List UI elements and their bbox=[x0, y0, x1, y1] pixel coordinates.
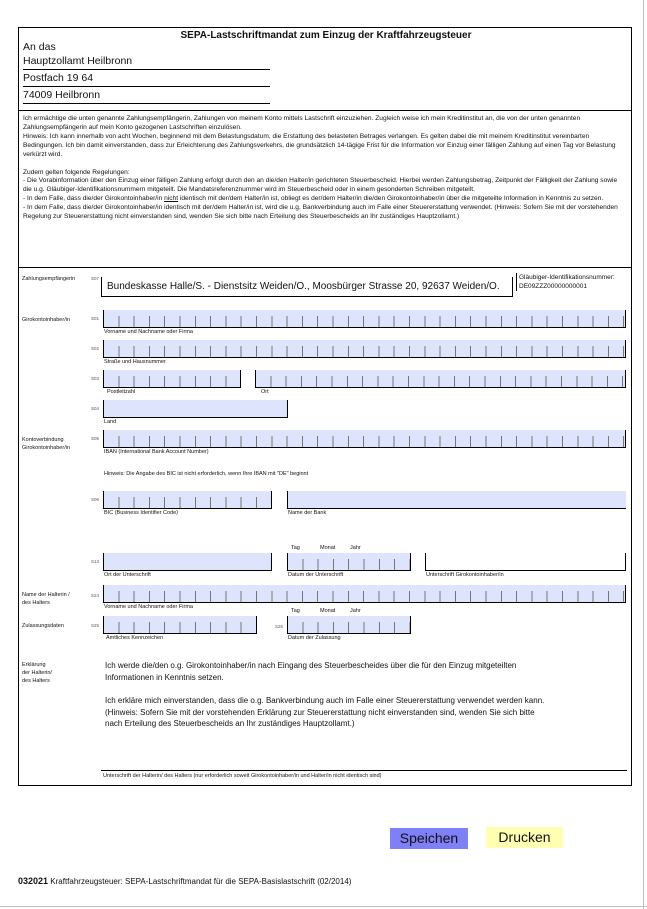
postal-code-caption: Postleitzahl bbox=[107, 389, 136, 395]
license-plate-input[interactable] bbox=[103, 616, 257, 634]
bank-account-label-line: Kontoverbindung bbox=[22, 437, 64, 443]
mandate-text bbox=[23, 115, 627, 222]
bank-account-label-line: Girokontoinhaber/in bbox=[22, 445, 71, 451]
char-boxes bbox=[104, 316, 625, 327]
section-divider bbox=[19, 110, 631, 111]
address-rule bbox=[23, 103, 270, 104]
field-code-s01: S01 bbox=[91, 316, 100, 321]
payee-value: Bundeskasse Halle/S. - Dienstsitz Weiden/O., Moosbürger Strasse 20, 92637 Weiden/O. bbox=[107, 281, 500, 292]
print-button[interactable]: Drucken bbox=[486, 827, 563, 848]
payee-label: Zahlungsempfängerin bbox=[22, 276, 76, 282]
country-input[interactable] bbox=[103, 400, 288, 418]
field-code-s24: S24 bbox=[91, 593, 100, 598]
iban-caption: IBAN (International Bank Account Number) bbox=[104, 449, 209, 455]
holder-signature-caption: Unterschrift der Halterin/ des Halters (nur erforderlich soweit Girokontoinhaber/in und Halter/in nicht identisch sind) bbox=[103, 773, 382, 779]
field-code-s02: S02 bbox=[91, 346, 100, 351]
account-holder-signature-caption: Unterschrift Girokontoinhaber/in bbox=[426, 572, 504, 578]
rule-2-text: - In dem Falle, dass die/der Girokontoinhaber/in bbox=[23, 195, 165, 203]
year-label: Jahr bbox=[350, 545, 361, 551]
declaration-label bbox=[22, 661, 52, 685]
street-input[interactable] bbox=[103, 340, 626, 358]
rule-3: - In dem Falle, dass die/der Girokontoinhaber/in identisch mit der/dem Halter/in ist, wird die u.g. Bankverbindung auch im Falle einer Steuererstattung verwendet. (Hinweis: Sofern Sie mit der vorstehenden Regelung zur Steuererstattung nicht einverstanden sind, wenden Sie sich bitte nach Erteilung des Steuerbescheids an Ihr zuständiges Hauptzollamt.) bbox=[23, 204, 618, 221]
account-holder-label: Girokontoinhaber/in bbox=[22, 317, 71, 323]
section-divider bbox=[19, 267, 631, 268]
rule-2 bbox=[23, 195, 627, 204]
field-code-s07: S07 bbox=[91, 276, 100, 281]
declaration-label-line: der Halterin/ bbox=[22, 670, 52, 676]
holder-signature-line[interactable] bbox=[101, 770, 627, 771]
char-boxes bbox=[288, 559, 410, 570]
creditor-id-label: Gläubiger-Identifikationsnummer: bbox=[519, 274, 615, 281]
vehicle-holder-label bbox=[22, 591, 70, 607]
address-line-4: 74009 Heilbronn bbox=[23, 89, 101, 101]
postal-code-input[interactable] bbox=[103, 370, 241, 388]
form-number: 032021 bbox=[18, 876, 49, 886]
window-edge bbox=[643, 0, 644, 909]
signature-place-caption: Ort der Unterschrift bbox=[104, 572, 151, 578]
form-description: Kraftfahrzeugsteuer: SEPA-Lastschriftmandat für die SEPA-Basislastschrift (02/2014) bbox=[48, 877, 352, 886]
signature-date-caption: Datum der Unterschrift bbox=[288, 572, 344, 578]
bank-name-caption: Name der Bank bbox=[288, 510, 327, 516]
char-boxes bbox=[288, 622, 410, 633]
bic-input[interactable] bbox=[103, 491, 272, 509]
registration-date-input[interactable] bbox=[287, 616, 411, 634]
field-code-s25: S25 bbox=[91, 623, 100, 628]
form-footer bbox=[18, 876, 351, 886]
mandate-hint: Hinweis: Ich kann innerhalb von acht Wochen, beginnend mit dem Belastungsdatum, die Erstattung des belasteten Betrages verlangen. Es gelten dabei die mit meinem Kreditinstitut vereinbarten Bedingungen. Ich bin damit einverstanden, dass zur Erleichterung des Zahlungsverkehrs, die grundsätzlich 14-tägige Frist für die Information vor Einzug einer fälligen Zahlung auf einen Tag vor Belastung verkürzt wird. bbox=[23, 132, 616, 158]
save-button[interactable]: Speichen bbox=[390, 828, 468, 849]
rule-2-text: identisch mit der/dem Halter/in ist, obliegt es der/dem Halter/in die/den Girokontoinhaber/in über die mitgeteilte Information in Kenntnis zu setzen. bbox=[178, 195, 604, 203]
declaration-label-line: des Halters bbox=[22, 678, 50, 684]
payee-field bbox=[101, 277, 513, 297]
bic-hint: Hinweis: Die Angabe des BIC ist nicht erforderlich, wenn Ihre IBAN mit "DE" beginnt bbox=[104, 471, 309, 477]
creditor-id-value: DE09ZZZ00000000001 bbox=[519, 283, 587, 290]
window-edge bbox=[0, 906, 647, 907]
month-label: Monat bbox=[320, 545, 336, 551]
city-input[interactable] bbox=[255, 370, 626, 388]
country-caption: Land bbox=[104, 419, 117, 425]
year-label: Jahr bbox=[350, 608, 361, 614]
account-holder-name-caption: Vorname und Nachname oder Firma bbox=[104, 329, 193, 335]
rule-1: - Die Vorabinformation über den Einzug einer fälligen Zahlung erfolgt durch den an die/den Halter/in gerichteten Steuerbescheid. Hierbei werden Zahlungsbetrag, Zeitpunkt der Fälligkeit der Zahlung sowie die u.g. Gläubiger-Identifikationsnummern mitgeteilt. Die Mandatsreferenznummer wird im Steuerbescheid oder in einem gesonderten Schreiben mitgeteilt. bbox=[23, 177, 618, 194]
city-caption: Ort bbox=[261, 389, 269, 395]
registration-label: Zulassungsdaten bbox=[22, 623, 64, 629]
signature-date-input[interactable] bbox=[287, 553, 411, 571]
declaration-paragraph-2: Ich erkläre mich einverstanden, dass die o.g. Bankverbindung auch im Falle einer Steuererstattung verwendet werden kann. (Hinweis: Sofern Sie mit der vorstehenden Erklärung zur Steuererstattung nicht einverstanden sind, wenden Sie sich bitte nach Erteilung des Steuerbescheids an Ihr zuständiges Hauptzollamt.) bbox=[105, 696, 545, 728]
char-boxes bbox=[104, 346, 625, 357]
char-boxes bbox=[104, 436, 625, 447]
char-boxes bbox=[104, 622, 256, 633]
license-plate-caption: Amtliches Kennzeichen bbox=[106, 635, 164, 641]
account-holder-signature-field[interactable] bbox=[425, 553, 626, 571]
address-line-3: Postfach 19 64 bbox=[23, 72, 94, 84]
vehicle-holder-name-caption: Vorname und Nachname oder Firma bbox=[104, 604, 193, 610]
field-code-s03: S03 bbox=[91, 376, 100, 381]
vehicle-holder-name-input[interactable] bbox=[103, 585, 626, 603]
account-holder-name-input[interactable] bbox=[103, 310, 626, 328]
mandate-paragraph: Ich ermächtige die unten genannte Zahlungsempfängerin, Zahlungen von meinem Konto mittels Lastschrift einzuziehen. Zugleich weise ich mein Kreditinstitut an, die von der unten genannten Zahlungsempfängerin auf mein Konto gezogenen Lastschriften einzulösen. bbox=[23, 115, 581, 131]
rule-2-emphasis: nicht bbox=[164, 195, 179, 203]
address-rule bbox=[23, 86, 270, 87]
declaration-text bbox=[105, 660, 545, 742]
bic-caption: BIC (Business Identifier Code) bbox=[104, 510, 178, 516]
day-label: Tag bbox=[291, 608, 300, 614]
char-boxes bbox=[256, 376, 625, 387]
month-label: Monat bbox=[320, 608, 336, 614]
char-boxes bbox=[104, 376, 240, 387]
form-title: SEPA-Lastschriftmandat zum Einzug der Kraftfahrzeugsteuer bbox=[180, 30, 472, 41]
signature-place-input[interactable] bbox=[103, 553, 272, 571]
field-code-s13: S13 bbox=[91, 559, 100, 564]
vehicle-holder-label-line: des Halters bbox=[22, 600, 50, 606]
bank-name-input[interactable] bbox=[287, 491, 626, 509]
rules-heading: Zudem gelten folgende Regelungen: bbox=[23, 168, 130, 176]
vehicle-holder-label-line: Name der Halterin / bbox=[22, 592, 70, 598]
field-code-s06: S06 bbox=[91, 497, 100, 502]
street-caption: Straße und Hausnummer bbox=[104, 359, 166, 365]
address-line-2: Hauptzollamt Heilbronn bbox=[23, 55, 133, 67]
address-line-1: An das bbox=[23, 41, 56, 53]
creditor-id-block bbox=[516, 273, 615, 291]
field-code-s26: S26 bbox=[275, 624, 284, 629]
sepa-mandate-form bbox=[18, 27, 632, 786]
field-code-s05: S05 bbox=[91, 436, 100, 441]
address-rule bbox=[23, 69, 270, 70]
declaration-label-line: Erklärung bbox=[22, 662, 46, 668]
char-boxes bbox=[104, 497, 271, 508]
field-code-s04: S04 bbox=[91, 406, 100, 411]
day-label: Tag bbox=[291, 545, 300, 551]
char-boxes bbox=[104, 591, 625, 602]
declaration-paragraph-1: Ich werde die/den o.g. Girokontoinhaber/in nach Eingang des Steuerbescheides über die für den Einzug mitgeteilten Informationen in Kenntnis setzen. bbox=[105, 661, 517, 682]
iban-input[interactable] bbox=[103, 430, 626, 448]
registration-date-caption: Datum der Zulassung bbox=[288, 635, 341, 641]
bank-account-label bbox=[22, 436, 70, 452]
